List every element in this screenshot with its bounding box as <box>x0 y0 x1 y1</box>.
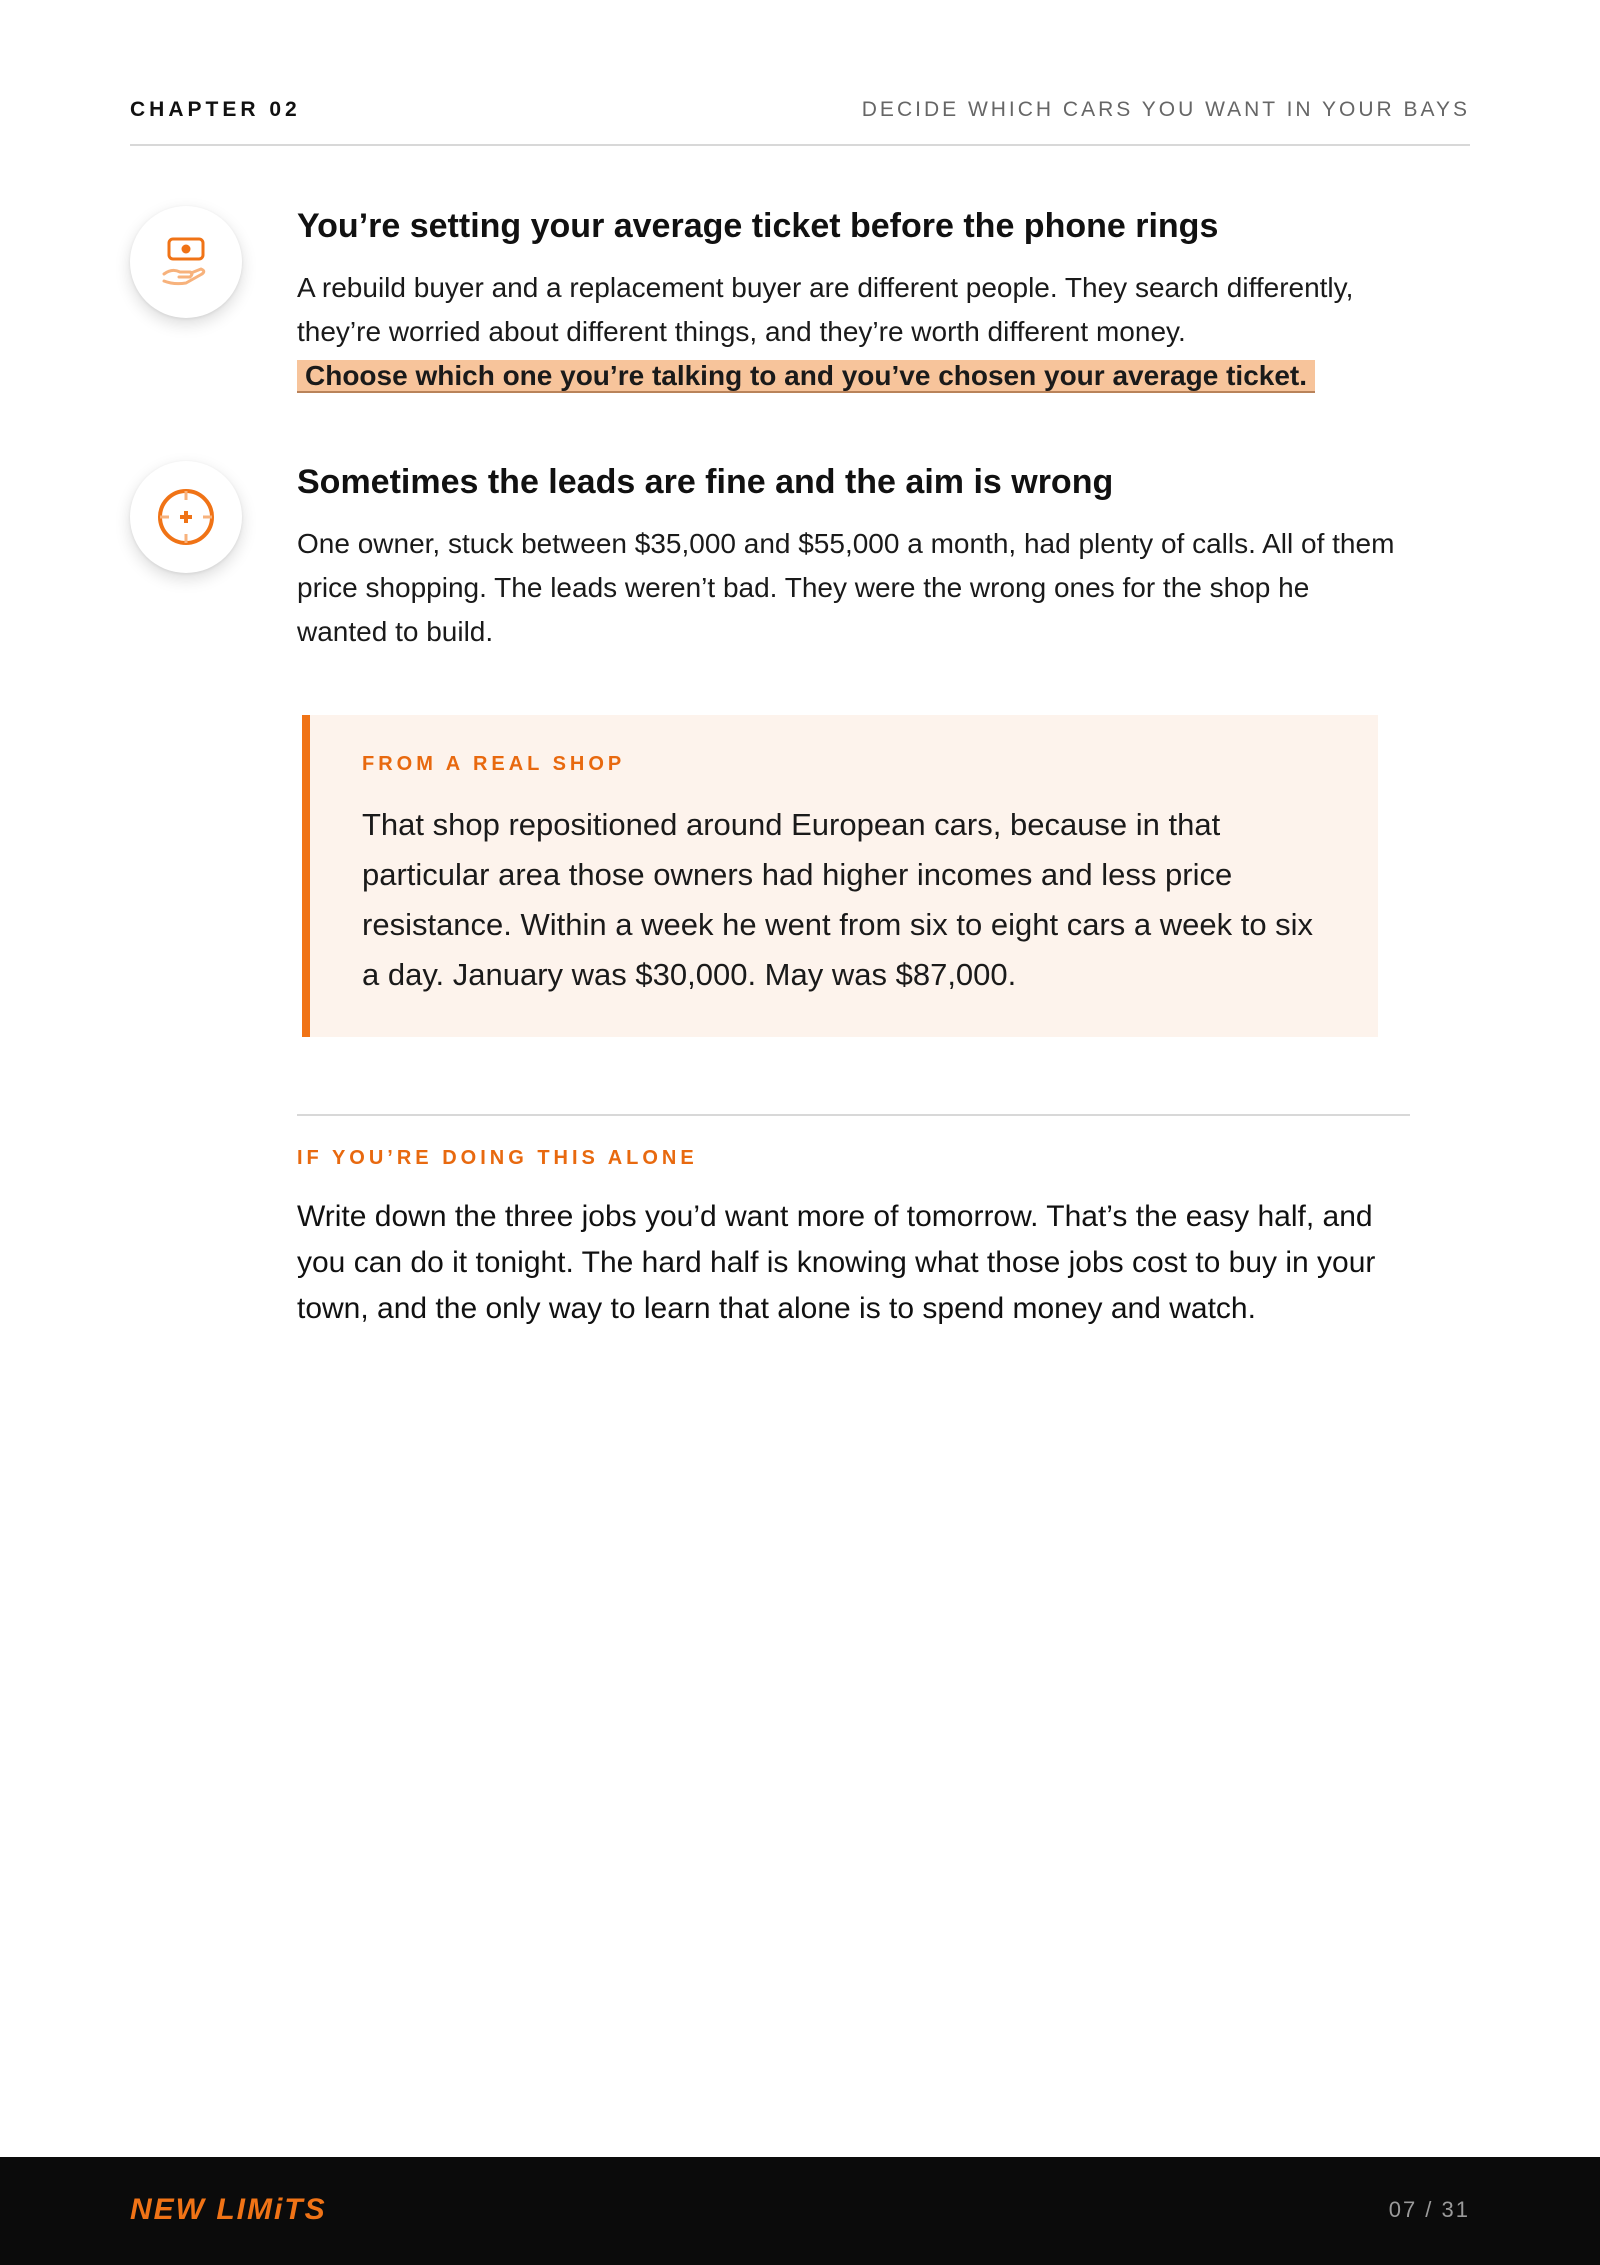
page-header <box>130 0 1470 146</box>
section-divider <box>297 1114 1410 1116</box>
section-body: One owner, stuck between $35,000 and $55,000 a month, had plenty of calls. All of them price shopping. The leads weren’t bad. They were the wrong ones for the shop he wanted to build. <box>297 528 1395 647</box>
callout-text: That shop repositioned around European cars, because in that particular area those owners had higher incomes and less price resistance. Within a week he went from six to eight cars a week to six a day. January was $30,000. May was $87,000. <box>362 807 1314 992</box>
section-body-text: A rebuild buyer and a replacement buyer are different people. They search differently, they’re worried about different things, and they’re worth different money. <box>297 272 1354 347</box>
highlighted-sentence: Choose which one you’re talking to and you’ve chosen your average ticket. <box>297 360 1315 393</box>
section-aim <box>297 460 1397 654</box>
alone-label: IF YOU’RE DOING THIS ALONE <box>297 1147 698 1169</box>
page-number: 07 / 31 <box>1388 2197 1470 2222</box>
alone-text: Write down the three jobs you’d want more of tomorrow. That’s the easy half, and you can do it tonight. The hard half is knowing what those jobs cost to buy in your town, and the only way to learn that alone is to spend money and watch. <box>297 1200 1376 1325</box>
target-icon <box>130 461 242 573</box>
chapter-label: CHAPTER 02 <box>130 98 301 121</box>
section-title: Sometimes the leads are fine and the aim is wrong <box>297 463 1114 501</box>
section-average-ticket <box>297 204 1397 398</box>
callout-label: FROM A REAL SHOP <box>362 753 626 775</box>
section-body <box>297 266 1397 398</box>
page-footer <box>0 2157 1600 2265</box>
doing-alone-section <box>297 1147 1417 1332</box>
money-hand-icon <box>130 206 242 318</box>
real-shop-callout <box>302 715 1378 1037</box>
brand-logo: NEW LIMiTS <box>130 2193 327 2226</box>
section-title: You’re setting your average ticket before the phone rings <box>297 207 1219 245</box>
running-title: DECIDE WHICH CARS YOU WANT IN YOUR BAYS <box>861 98 1470 121</box>
